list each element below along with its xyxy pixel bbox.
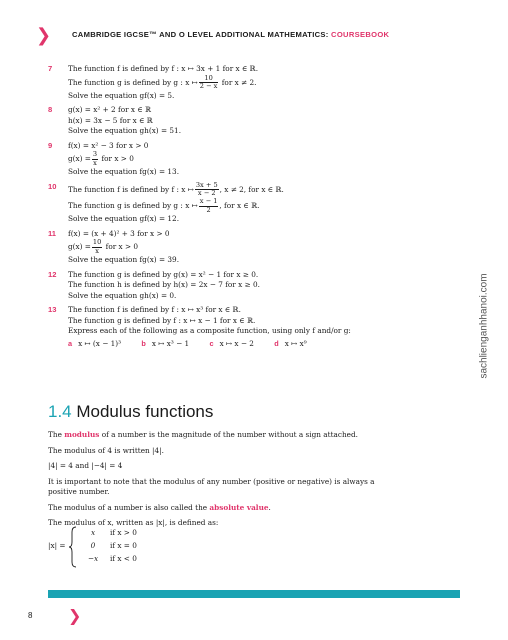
option-b [141,339,189,350]
option-text: x ↦ x³ − 1 [151,338,190,348]
case-value: 0 [90,541,96,550]
case-row [82,554,137,563]
section-number: 1.4 [48,402,72,421]
fraction-denominator: 2 [206,205,211,214]
option-label: a [68,338,73,348]
text-run: , for x ∈ ℝ. [219,201,260,211]
option-list [68,339,448,350]
option-label: b [141,338,146,348]
definition-lhs: |x| = [48,541,66,550]
chevron-right-icon: ❯ [68,606,82,625]
section-heading [48,402,213,422]
fraction [199,75,219,91]
case-condition: if x < 0 [110,554,137,563]
key-term: absolute value [209,502,269,512]
option-text: x ↦ (x − 1)³ [78,338,122,348]
paragraph: The modulus of x, written as |x|, is defined as: [48,518,219,527]
exercise-number: 10 [48,181,57,191]
fraction [92,239,102,255]
exercise-number: 8 [48,105,53,115]
chevron-right-icon: ❯ [36,25,52,46]
fraction-numerator: x − 1 [199,197,218,206]
exercise-line: f(x) = x² − 3 for x > 0 [68,140,149,150]
section-body [48,430,378,534]
key-term: modulus [64,430,100,439]
option-d [274,339,306,350]
paragraph [48,430,378,441]
exercise-number: 11 [48,228,57,238]
exercise-line: g(x) = x² + 2 for x ∈ ℝ [68,105,152,115]
text-run: g(x) = [68,154,91,164]
exercise-line [68,151,448,167]
exercise-line: Express each of the following as a composite function, using only f and/or g: [68,326,351,336]
exercise-10 [48,182,448,225]
text-run: The function g is defined by g : x ↦ [68,77,198,87]
text-run: of a number is the magnitude of the number without a sign attached. [99,430,358,439]
exercise-line: Solve the equation gh(x) = 0. [68,290,177,300]
text-run: The function f is defined by f : x ↦ [68,184,194,194]
case-condition: if x > 0 [110,528,137,537]
exercise-number: 7 [48,64,53,73]
book-title [72,30,389,39]
exercise-line: Solve the equation fg(x) = 39. [68,255,180,265]
exercise-line: The function g is defined by f : x ↦ x − 1 for x ∈ ℝ. [68,315,256,325]
exercise-line: Solve the equation gf(x) = 12. [68,214,180,224]
fraction-denominator: 2 − x [199,82,218,91]
exercise-line: The function f is defined by f : x ↦ x³ for x ∈ ℝ. [68,305,241,315]
exercise-13 [48,305,448,349]
option-text: x ↦ x⁹ [284,338,307,348]
watermark-text: sachlienganhhanoi.com [478,273,490,379]
exercise-line [68,239,448,255]
book-title-accent: COURSEBOOK [331,30,390,39]
exercise-number: 12 [48,269,57,279]
case-row [82,528,137,537]
footer-bar [48,590,460,598]
exercise-11 [48,229,448,266]
fraction [199,198,219,214]
fraction-numerator: 3 [92,150,98,159]
exercise-line [68,75,448,91]
exercise-line: The function h is defined by h(x) = 2x − 7 for x ≥ 0. [68,280,260,290]
fraction-numerator: 10 [92,238,102,247]
fraction-denominator: x [95,246,99,255]
text-run: . [268,502,271,512]
fraction [92,151,98,167]
exercise-8 [48,105,448,137]
paragraph: |4| = 4 and |−4| = 4 [48,461,123,470]
fraction-denominator: x [93,158,97,167]
exercise-line: h(x) = 3x − 5 for x ∈ ℝ [68,115,153,125]
case-value: x [90,528,96,537]
fraction-denominator: x − 2 [197,189,216,198]
option-label: d [274,338,279,348]
fraction-numerator: 3x + 5 [195,180,218,189]
fraction-numerator: 10 [199,75,219,84]
exercise-9 [48,141,448,178]
page-number: 8 [28,611,33,620]
book-title-main: CAMBRIDGE IGCSE™ AND O LEVEL ADDITIONAL MATHEMATICS: [72,30,332,39]
text-run: The function g is defined by g : x ↦ [68,201,198,211]
exercise-number: 13 [48,305,57,315]
case-row [82,541,137,550]
text-run: for x ≠ 2. [219,77,257,87]
option-text: x ↦ x − 2 [219,338,254,348]
running-header [28,26,498,46]
section-title: Modulus functions [71,402,214,421]
exercise-line [68,198,448,214]
text-run: The [48,430,65,439]
exercise-number: 9 [48,140,53,150]
watermark [474,256,494,396]
option-c [210,339,254,350]
text-run: for x > 0 [103,242,139,252]
exercise-line: Solve the equation fg(x) = 13. [68,167,180,177]
exercise-line: The function f is defined by f : x ↦ 3x + 1 for x ∈ ℝ. [68,64,259,73]
option-a [68,339,121,350]
case-condition: if x = 0 [110,541,137,550]
case-value: −x [87,554,99,563]
fraction [195,182,219,198]
exercise-line [68,182,448,198]
exercise-line: The function g is defined by g(x) = x² − 1 for x ≥ 0. [68,269,259,279]
paragraph [48,503,378,514]
left-brace [68,526,78,568]
text-run: g(x) = [68,242,91,252]
exercise-12 [48,270,448,302]
text-run: , x ≠ 2, for x ∈ ℝ. [219,184,284,194]
exercise-line: Solve the equation gh(x) = 51. [68,126,182,136]
exercise-list [48,64,448,349]
exercise-7 [48,64,448,101]
exercise-line: Solve the equation gf(x) = 5. [68,90,175,100]
paragraph: The modulus of 4 is written |4|. [48,445,164,455]
text-run: The modulus of a number is also called the [48,502,210,512]
paragraph: It is important to note that the modulus of any number (positive or negative) is always a positive number. [48,476,375,496]
text-run: for x > 0 [99,154,134,164]
exercise-line: f(x) = (x + 4)² + 3 for x > 0 [68,228,170,238]
option-label: c [209,338,214,348]
modulus-definition [48,526,198,568]
